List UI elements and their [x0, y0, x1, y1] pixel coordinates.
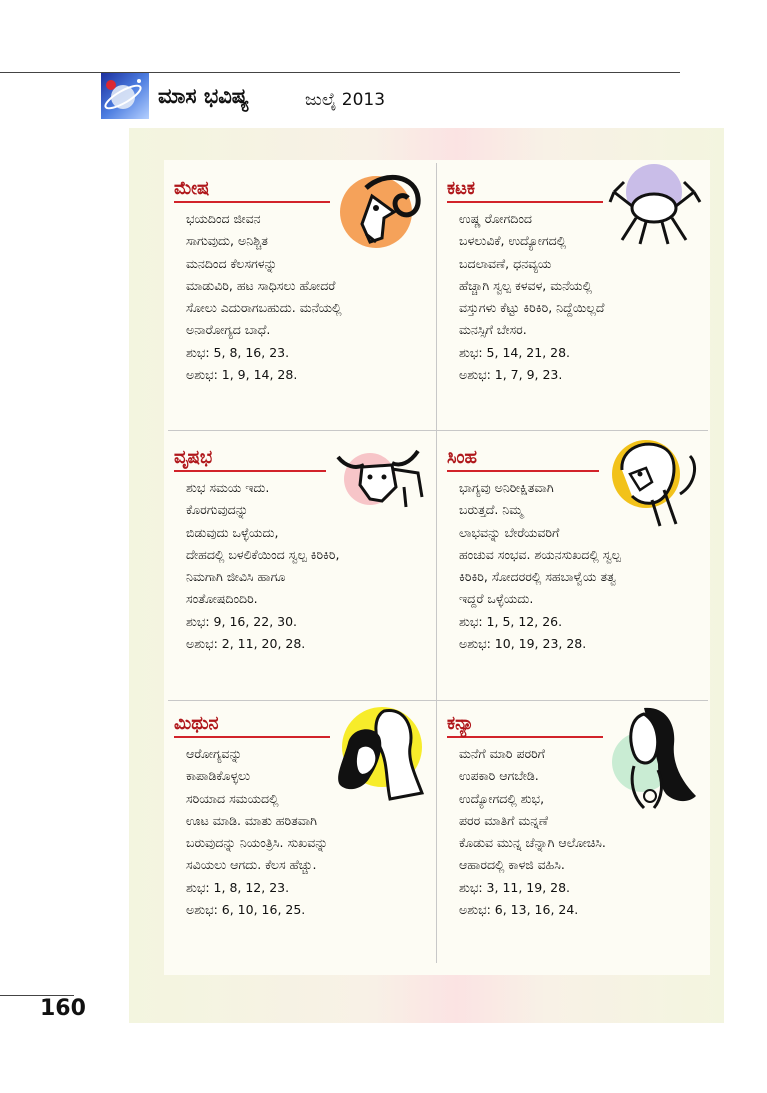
prediction-text: ಶುಭ ಸಮಯ ಇದು. ಕೊರಗುವುದನ್ನು ಬಿಡುವುದು ಒಳ್ಳೆಯದು, ದೇಹದಲ್ಲಿ ಬಳಲಿಕೆಯಿಂದ ಸ್ವಲ್ಪ ಕಿರಿಕಿರಿ, ನಿಮಗಾಗಿ ಜೀವಿಸಿ ಹಾಗೂ ಸಂತೋಷದಿಂದಿರಿ. [186, 480, 340, 607]
unlucky-dates: ಅಶುಭ: 1, 7, 9, 23. [459, 367, 563, 383]
unlucky-dates: ಅಶುಭ: 1, 9, 14, 28. [186, 367, 298, 383]
title-underline [174, 201, 330, 203]
prediction-text: ಉಷ್ಣ ರೋಗದಿಂದ ಬಳಲುವಿಕೆ, ಉದ್ಯೋಗದಲ್ಲಿ ಬದಲಾವಣೆ, ಧನವ್ಯಯ ಹೆಚ್ಚಾಗಿ ಸ್ವಲ್ಪ ಕಳವಳ, ಮನೆಯಲ್ಲಿ ವಸ್ತುಗಳು ಕೆಟ್ಟು ಕಿರಿಕಿರಿ, ನಿದ್ದೆಯಿಲ್ಲದೆ ಮನಸ್ಸಿಗೆ ಬೇಸರ. [459, 211, 605, 338]
lucky-dates: ಶುಭ: 1, 8, 12, 23. [186, 879, 290, 895]
bull-icon [334, 437, 426, 521]
row-divider [168, 430, 708, 431]
lucky-dates: ಶುಭ: 1, 5, 12, 26. [459, 613, 563, 629]
unlucky-dates: ಅಶುಭ: 6, 10, 16, 25. [186, 902, 306, 918]
maiden-icon [608, 704, 704, 816]
sign-title: ಕಟಕ [447, 178, 475, 199]
prediction-text: ಭಯದಿಂದ ಜೀವನ ಸಾಗುವುದು, ಅನಿಶ್ಚಿತ ಮನದಿಂದ ಕೆಲಸಗಳನ್ನು ಮಾಡುವಿರಿ, ಹಟ ಸಾಧಿಸಲು ಹೋದರೆ ಸೋಲು ಎದುರಾಗಬಹುದು. ಮನೆಯಲ್ಲಿ ಅನಾರೋಗ್ಯದ ಬಾಧೆ. [186, 211, 342, 338]
lion-icon [606, 434, 706, 534]
sign-title: ವೃಷಭ [174, 447, 213, 468]
title-underline [447, 736, 603, 738]
twins-icon [334, 703, 430, 807]
page-title: ಮಾಸ ಭವಿಷ್ಯ [158, 84, 249, 108]
title-underline [447, 470, 599, 472]
row-divider [168, 700, 708, 701]
title-underline [174, 736, 330, 738]
issue-date: ಜುಲೈ 2013 [305, 90, 386, 110]
unlucky-dates: ಅಶುಭ: 10, 19, 23, 28. [459, 636, 587, 652]
prediction-text: ಆರೋಗ್ಯವನ್ನು ಕಾಪಾಡಿಕೊಳ್ಳಲು ಸರಿಯಾದ ಸಮಯದಲ್ಲಿ ಊಟ ಮಾಡಿ. ಮಾತು ಹರಿತವಾಗಿ ಬರುವುದನ್ನು ನಿಯಂತ್ರಿಸಿ. ಸುಖವನ್ನು ಸವಿಯಲು ಆಗದು. ಕೆಲಸ ಹೆಚ್ಚು. [186, 746, 328, 873]
crab-icon [606, 162, 706, 252]
prediction-text: ಮನೆಗೆ ಮಾರಿ ಪರರಿಗೆ ಉಪಕಾರಿ ಆಗಬೇಡಿ. ಉದ್ಯೋಗದಲ್ಲಿ ಶುಭ, ಪರರ ಮಾತಿಗೆ ಮನ್ನಣೆ ಕೊಡುವ ಮುನ್ನ ಚೆನ್ನಾಗಿ ಆಲೋಚಿಸಿ. ಆಹಾರದಲ್ಲಿ ಕಾಳಜಿ ವಹಿಸಿ. [459, 746, 606, 873]
sign-title: ಸಿಂಹ [447, 447, 478, 468]
title-underline [447, 201, 603, 203]
title-underline [174, 470, 326, 472]
sign-title: ಕನ್ಯಾ [447, 713, 474, 734]
ram-icon [336, 168, 428, 258]
lucky-dates: ಶುಭ: 5, 8, 16, 23. [186, 344, 290, 360]
lucky-dates: ಶುಭ: 3, 11, 19, 28. [459, 879, 571, 895]
lucky-dates: ಶುಭ: 9, 16, 22, 30. [186, 613, 298, 629]
sign-title: ಮಿಥುನ [174, 713, 219, 734]
lucky-dates: ಶುಭ: 5, 14, 21, 28. [459, 344, 571, 360]
prediction-text: ಭಾಗ್ಯವು ಅನಿರೀಕ್ಷಿತವಾಗಿ ಬರುತ್ತದೆ. ನಿಮ್ಮ ಲಾಭವನ್ನು ಬೇರೆಯವರಿಗೆ ಹಂಚುವ ಸಂಭವ. ಶಯನಸುಖದಲ್ಲಿ ಸ್ವಲ್ಪ ಕಿರಿಕಿರಿ, ಸೋದರರಲ್ಲಿ ಸಹಬಾಳ್ವೆಯ ತತ್ವ ಇದ್ದರೆ ಒಳ್ಳೆಯದು. [459, 480, 621, 607]
unlucky-dates: ಅಶುಭ: 2, 11, 20, 28. [186, 636, 306, 652]
sign-title: ಮೇಷ [174, 178, 210, 199]
zodiac-logo-icon [101, 73, 149, 119]
page-number: 160 [40, 996, 86, 1021]
unlucky-dates: ಅಶುಭ: 6, 13, 16, 24. [459, 902, 579, 918]
